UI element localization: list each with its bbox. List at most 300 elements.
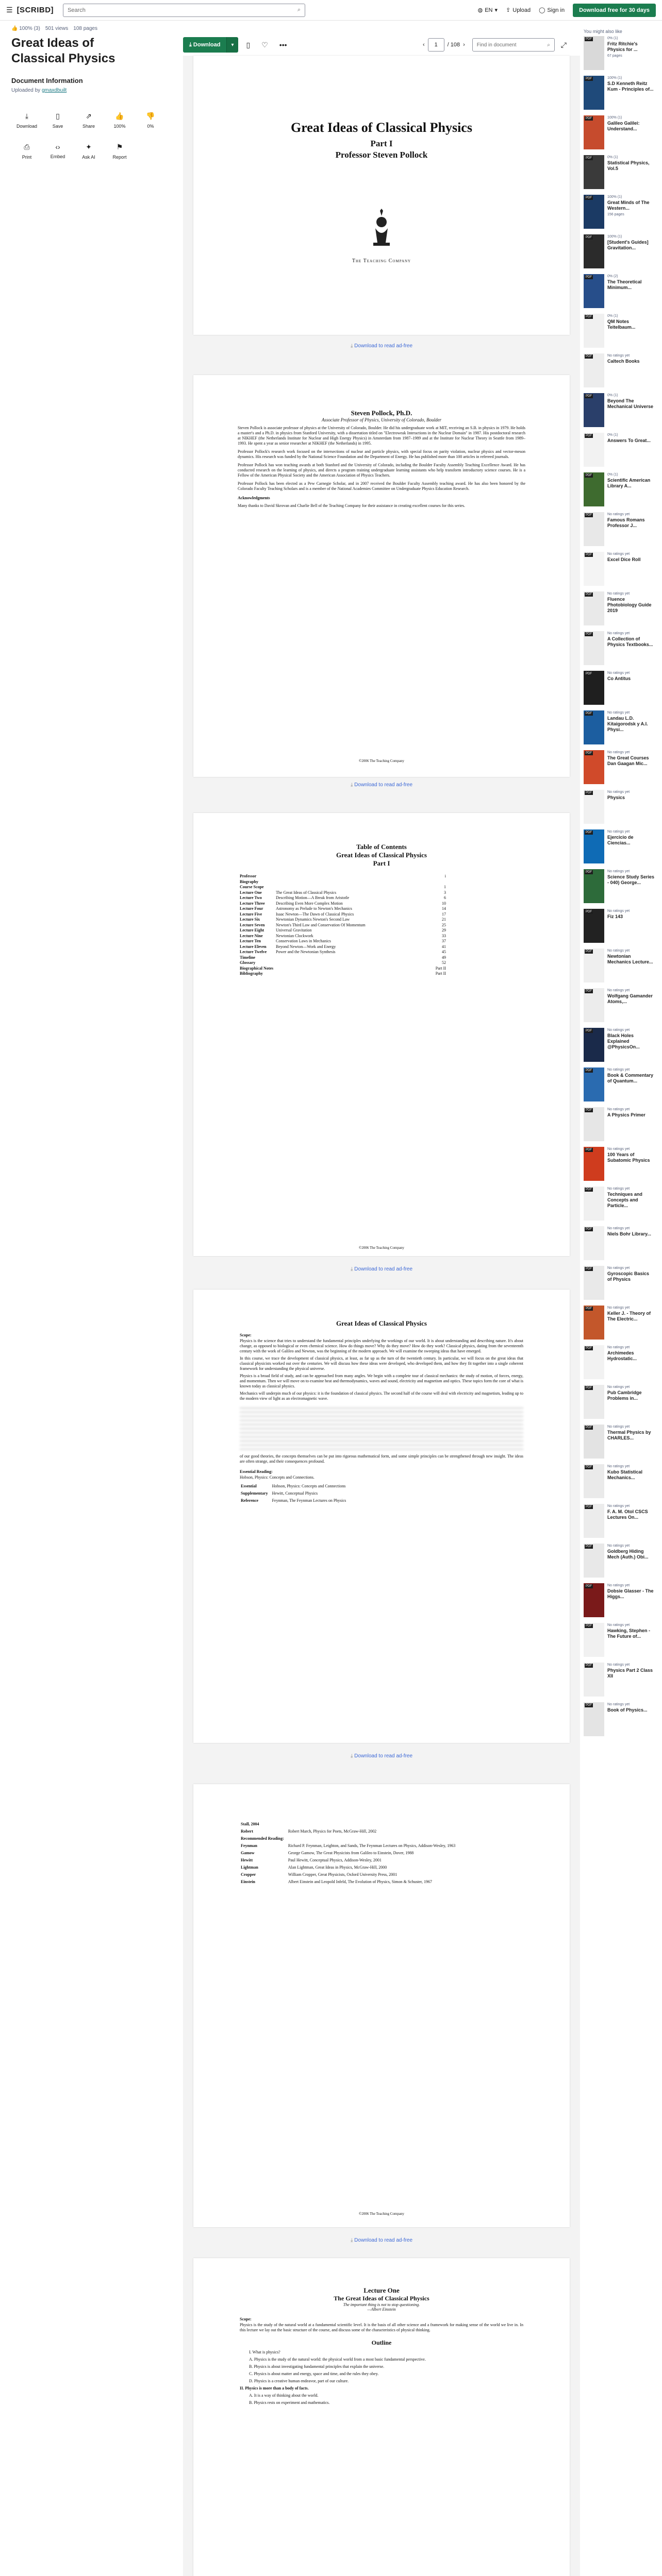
reading-key: Einstein	[241, 1879, 256, 1884]
toc-entry-title: Power and the Newtonian Synthesis	[276, 950, 336, 954]
recommendation-title[interactable]: 100 Years of Subatomic Physics	[607, 1152, 650, 1163]
recommendation-title[interactable]: Statistical Physics, Vol.5	[607, 160, 650, 171]
toc-table	[240, 874, 446, 977]
recommendation-card[interactable]	[584, 1385, 656, 1422]
recommendation-title[interactable]: Archimedes Hydrostatic...	[607, 1350, 637, 1361]
recommendation-rating: No ratings yet	[607, 1227, 630, 1230]
book-thumbnail[interactable]	[584, 1544, 604, 1578]
recommendation-info	[607, 750, 655, 788]
recommendation-title[interactable]: Fluence Photobiology Guide 2019	[607, 597, 652, 613]
views-count: 501 views	[45, 26, 69, 31]
pdf-badge-icon: PDF	[586, 672, 592, 675]
recommendations-heading: You might also like	[584, 29, 622, 34]
recommendation-title[interactable]: A Collection of Physics Textbooks...	[607, 636, 653, 647]
download-free-cta-button[interactable]: Download free for 30 days	[573, 4, 656, 17]
recommendation-card[interactable]	[584, 1187, 656, 1224]
pdf-badge-icon: PDF	[586, 752, 592, 755]
book-thumbnail[interactable]	[584, 671, 604, 705]
thumbs-up-icon: 👍	[11, 26, 20, 31]
toc-row	[240, 917, 446, 923]
recommendation-info	[607, 234, 655, 272]
book-thumbnail[interactable]	[584, 1583, 604, 1617]
toc-page-number: 45	[442, 950, 446, 954]
page-number-input[interactable]: 1	[428, 38, 444, 52]
recommendation-title[interactable]: Co Antitus	[607, 676, 631, 681]
book-thumbnail[interactable]	[584, 1266, 604, 1300]
recommendation-card[interactable]	[584, 1107, 656, 1145]
recommendation-title[interactable]: Thermal Physics by CHARLES...	[607, 1430, 651, 1440]
reading-citation: Robert March, Physics for Poets, McGraw-Hill, 2002	[288, 1829, 377, 1834]
book-thumbnail[interactable]	[584, 909, 604, 943]
recommendation-info	[607, 1425, 655, 1462]
recommendation-title[interactable]: Keller J. - Theory of The Electric...	[607, 1311, 651, 1321]
bio-subtitle: Associate Professor of Physics, University of Colorado, Boulder	[322, 417, 441, 422]
recommendation-card[interactable]	[584, 195, 656, 232]
recommendation-card[interactable]	[584, 671, 656, 708]
book-thumbnail[interactable]	[584, 750, 604, 784]
reading-key: Cropper	[241, 1872, 256, 1877]
recommendation-title[interactable]: Kubo Statistical Mechanics...	[607, 1469, 643, 1480]
book-thumbnail[interactable]	[584, 234, 604, 268]
book-thumbnail[interactable]	[584, 314, 604, 348]
reading-citation: Alan Lightman, Great Ideas in Physics, McGraw-Hill, 2000	[288, 1865, 387, 1870]
toc-entry-title: The Great Ideas of Classical Physics	[276, 890, 337, 895]
recommendation-card[interactable]	[584, 155, 656, 193]
more-options-icon[interactable]: •••	[279, 41, 287, 49]
blurred-preview-region[interactable]	[240, 1404, 523, 1451]
recommendation-card[interactable]	[584, 1306, 656, 1343]
download-button[interactable]	[183, 37, 226, 53]
recommendation-card[interactable]	[584, 314, 656, 351]
book-thumbnail[interactable]	[584, 591, 604, 625]
pdf-badge-icon: PDF	[586, 434, 592, 437]
previous-page-icon[interactable]: ‹	[422, 42, 425, 48]
download-options-chevron-icon[interactable]: ▾	[226, 37, 238, 53]
recommendation-rating: No ratings yet	[607, 1385, 630, 1389]
recommendation-title[interactable]: S.D Kenneth Reitz Kum - Principles of...	[607, 81, 654, 92]
recommendation-title[interactable]: Great Minds of The Western...	[607, 200, 650, 211]
reading-citation: Hobson, Physics: Concepts and Connections	[272, 1484, 346, 1488]
toc-entry-label: Lecture Eight	[240, 928, 264, 933]
recommendation-title[interactable]: Gyroscopic Basics of Physics	[607, 1271, 650, 1282]
toc-entry-title: Newtonian Clockwork	[276, 933, 313, 938]
toc-entry-label: Timeline	[240, 955, 256, 960]
toc-entry-title: Describing Motion—A Break from Aristotle	[276, 895, 350, 900]
download-action-button[interactable]	[11, 105, 42, 135]
recommendation-title[interactable]: Pub Cambridge Problems in...	[607, 1390, 642, 1401]
recommendation-card[interactable]	[584, 472, 656, 510]
book-thumbnail[interactable]	[584, 115, 604, 149]
toc-entry-label: Lecture One	[240, 890, 262, 895]
pdf-badge-icon: PDF	[586, 1228, 592, 1231]
book-thumbnail[interactable]	[584, 274, 604, 308]
recommendation-card[interactable]	[584, 1464, 656, 1502]
book-thumbnail[interactable]	[584, 1702, 604, 1736]
download-ad-free-link[interactable]: ⤓ Download to read ad-free	[193, 343, 570, 349]
reading-key: Feynman	[241, 1843, 257, 1848]
pdf-badge-icon: PDF	[586, 236, 592, 239]
pdf-badge-icon: PDF	[586, 1386, 592, 1389]
recommendation-title[interactable]: Fiz 143	[607, 914, 623, 919]
recommendation-card[interactable]	[584, 433, 656, 470]
recommendation-title[interactable]: Book & Commentary of Quantum...	[607, 1073, 654, 1083]
book-thumbnail[interactable]	[584, 1464, 604, 1498]
book-thumbnail[interactable]	[584, 552, 604, 586]
reading-key: Gamow	[241, 1851, 255, 1855]
pdf-badge-icon: PDF	[586, 1347, 592, 1350]
reading-row	[241, 1843, 458, 1849]
recommendation-card[interactable]	[584, 76, 656, 113]
download-icon: ⤓	[25, 111, 29, 120]
globe-icon: ◍	[477, 7, 483, 13]
recommendation-title[interactable]: Goldberg Hiding Mech (Auth.) Obi...	[607, 1549, 649, 1560]
book-thumbnail[interactable]	[584, 988, 604, 1022]
recommendation-card[interactable]	[584, 552, 656, 589]
recommendation-title[interactable]: Physics Part 2 Class XII	[607, 1668, 653, 1679]
scope-paragraph: of our good theories, the concepts themselves can be put into rigorous mathematical form, and some simple principles can be strengthened through new insight. The ideas are often strange, and their consequences profound.	[240, 1454, 523, 1464]
book-thumbnail[interactable]	[584, 1028, 604, 1062]
toc-page-number: 37	[442, 939, 446, 943]
pdf-badge-icon: PDF	[586, 38, 592, 41]
recommendation-card[interactable]	[584, 829, 656, 867]
uploader-link[interactable]: gmaxdbuilt	[41, 88, 67, 93]
recommendation-title[interactable]: Newtonian Mechanics Lecture...	[607, 954, 653, 964]
recommendation-title[interactable]: Wolfgang Gamander Atoms,...	[607, 993, 653, 1004]
recommendation-card[interactable]	[584, 1028, 656, 1065]
recommendation-title[interactable]: Ejercicio de Ciencias...	[607, 835, 634, 845]
recommendation-card[interactable]	[584, 1067, 656, 1105]
recommendation-card[interactable]	[584, 353, 656, 391]
download-ad-free-link[interactable]: ⤓ Download to read ad-free	[193, 1753, 570, 1759]
book-thumbnail[interactable]	[584, 869, 604, 903]
pdf-badge-icon: PDF	[586, 514, 592, 517]
print-action-button[interactable]	[11, 135, 42, 166]
recommendation-card[interactable]	[584, 115, 656, 153]
recommendation-title[interactable]: Landau L.D. Kitaigorodsk y A.I. Physi...	[607, 716, 648, 732]
recommendation-title[interactable]: Book of Physics...	[607, 1707, 648, 1713]
pdf-badge-icon: PDF	[586, 1466, 592, 1469]
reading-key: Recommended Reading:	[241, 1836, 284, 1841]
book-thumbnail[interactable]	[584, 1504, 604, 1538]
book-thumbnail[interactable]	[584, 155, 604, 189]
recommendation-title[interactable]: Dobsie Glasser - The Higgs...	[607, 1588, 654, 1599]
reading-citation: George Gamow, The Great Physicists from Galileo to Einstein, Dover, 1988	[288, 1851, 414, 1855]
recommendation-title[interactable]: [Student's Guides] Gravitation...	[607, 240, 649, 250]
recommendation-card[interactable]	[584, 274, 656, 312]
toc-page-number: 33	[442, 933, 446, 938]
recommendation-card[interactable]	[584, 1226, 656, 1264]
toc-entry-title: Describing Even More Complex Motion	[276, 901, 343, 906]
book-thumbnail[interactable]	[584, 1663, 604, 1697]
recommendation-info	[607, 1623, 655, 1660]
recommendation-card[interactable]	[584, 631, 656, 669]
recommendation-card[interactable]	[584, 1425, 656, 1462]
toc-entry-label: Lecture Eleven	[240, 944, 267, 949]
recommendation-rating: No ratings yet	[607, 1584, 630, 1587]
pdf-badge-icon: PDF	[586, 157, 592, 160]
recommendation-title[interactable]: Answers To Great...	[607, 438, 651, 443]
recommendation-title[interactable]: Caltech Books	[607, 359, 640, 364]
book-thumbnail[interactable]	[584, 1623, 604, 1657]
recommendation-card[interactable]	[584, 988, 656, 1026]
toc-row	[240, 928, 446, 934]
uploaded-by-label: Uploaded by	[11, 88, 41, 93]
toc-entry-label: Lecture Twelve	[240, 950, 267, 954]
ask-ai-action-button[interactable]	[73, 135, 104, 166]
recommendation-title[interactable]: Galileo Galilei: Understand...	[607, 121, 640, 131]
book-thumbnail[interactable]	[584, 1385, 604, 1419]
bio-paragraph: Professor Pollock has won teaching awards at both Stanford and the University of Colorado, including the Boulder Faculty Assembly Teaching Excellence Award. He has conducted research on the learning of physics, and directs a program training undergraduate learning assistants who help transform introductory science courses. He is a Fellow of the American Physical Society and the American Association of Physics Teachers.	[238, 463, 525, 478]
pdf-badge-icon: PDF	[586, 1545, 592, 1548]
recommendation-rating: No ratings yet	[607, 1425, 630, 1429]
toc-entry-label: Lecture Ten	[240, 939, 261, 943]
pdf-badge-icon: PDF	[586, 1426, 592, 1429]
reading-row	[241, 1821, 458, 1827]
toc-row	[240, 960, 446, 966]
pdf-badge-icon: PDF	[586, 1267, 592, 1270]
recommendation-title[interactable]: The Great Courses Dan Gaagan Mic...	[607, 755, 649, 766]
download-ad-free-link[interactable]: ⤓ Download to read ad-free	[193, 2238, 570, 2243]
recommendation-card[interactable]	[584, 393, 656, 431]
book-thumbnail[interactable]	[584, 631, 604, 665]
recommendation-card[interactable]	[584, 1544, 656, 1581]
toc-subtitle: Great Ideas of Classical Physics	[336, 851, 427, 859]
reading-citation	[288, 1836, 458, 1842]
recommendation-info	[607, 195, 655, 232]
recommendation-rating: No ratings yet	[607, 1703, 630, 1706]
recommendation-rating: No ratings yet	[607, 1306, 630, 1310]
recommendation-rating: No ratings yet	[607, 830, 630, 834]
reading-key: Lightman	[241, 1865, 258, 1870]
toc-entry-label: Bibliography	[240, 971, 263, 976]
upload-button[interactable]	[506, 7, 531, 13]
recommendation-card[interactable]	[584, 750, 656, 788]
language-label: EN	[485, 7, 493, 13]
reading-row	[241, 1879, 458, 1885]
recommendation-title[interactable]: Niels Bohr Library...	[607, 1231, 651, 1236]
book-thumbnail[interactable]	[584, 948, 604, 982]
save-action-button[interactable]	[42, 105, 73, 135]
recommendation-title[interactable]: Excel Dice Roll	[607, 557, 641, 562]
action-label: 100%	[113, 123, 126, 129]
recommendation-info	[607, 1147, 655, 1184]
download-ad-free-link[interactable]: ⤓ Download to read ad-free	[193, 782, 570, 788]
toc-entry-label: Biographical Notes	[240, 965, 274, 971]
toc-row	[240, 939, 446, 944]
recommendation-rating: No ratings yet	[607, 1544, 630, 1548]
epigraph-quote: The important thing is not to stop questioning.	[343, 2302, 420, 2307]
lecture-subtitle: The Great Ideas of Classical Physics	[334, 2295, 429, 2302]
teaching-company-logo-icon	[366, 207, 397, 253]
recommendation-title[interactable]: F. A. M. Otol CSCS Lectures On...	[607, 1509, 648, 1520]
book-thumbnail[interactable]	[584, 433, 604, 467]
document-actions	[11, 105, 166, 166]
toc-page-number: 25	[442, 922, 446, 927]
scribd-logo[interactable]: [SCRIBD]	[16, 6, 54, 14]
print-icon: ⎙	[24, 142, 30, 151]
toc-part: Part I	[373, 859, 390, 867]
book-thumbnail[interactable]	[584, 1187, 604, 1221]
report-action-button[interactable]	[104, 135, 135, 166]
recommendation-card[interactable]	[584, 234, 656, 272]
recommendation-title[interactable]: Hawking, Stephen - The Future of...	[607, 1628, 651, 1639]
toc-page-number: 10	[442, 901, 446, 906]
document-reader[interactable]	[183, 56, 580, 2576]
recommendation-card[interactable]	[584, 909, 656, 946]
toc-entry-title	[276, 960, 425, 966]
reading-key: Hewitt	[241, 1858, 253, 1862]
pdf-badge-icon: PDF	[586, 1148, 592, 1151]
sign-in-button[interactable]	[539, 7, 565, 13]
recommendation-card[interactable]	[584, 512, 656, 550]
recommendation-title[interactable]: Black Holes Explained @PhysicsOn...	[607, 1033, 640, 1049]
book-thumbnail[interactable]	[584, 36, 604, 70]
recommendation-title[interactable]: A Physics Primer	[607, 1112, 646, 1117]
book-thumbnail[interactable]	[584, 76, 604, 110]
book-thumbnail[interactable]	[584, 393, 604, 427]
toc-row	[240, 923, 446, 928]
reading-citation: Albert Einstein and Leopold Infeld, The Evolution of Physics, Simon & Schuster, 1967	[288, 1879, 433, 1884]
recommendation-card[interactable]	[584, 591, 656, 629]
recommendation-card[interactable]	[584, 948, 656, 986]
book-thumbnail[interactable]	[584, 790, 604, 824]
recommendation-card[interactable]	[584, 1504, 656, 1541]
search-icon[interactable]: ⌕	[297, 7, 301, 13]
recommendation-info	[607, 76, 655, 113]
recommendation-card[interactable]	[584, 710, 656, 748]
outline-heading: Outline	[371, 2339, 392, 2346]
page-table-of-contents	[193, 813, 570, 1272]
action-label: Print	[22, 154, 32, 160]
recommendation-info	[607, 1306, 655, 1343]
book-thumbnail[interactable]	[584, 1425, 604, 1459]
recommendation-title[interactable]: Scientific American Library A...	[607, 478, 651, 488]
book-thumbnail[interactable]	[584, 195, 604, 229]
reading-row	[241, 1498, 349, 1504]
recommendation-card[interactable]	[584, 1147, 656, 1184]
recommendation-info	[607, 115, 655, 153]
recommendation-info	[607, 671, 655, 708]
book-thumbnail[interactable]	[584, 1345, 604, 1379]
recommendation-card[interactable]	[584, 1266, 656, 1303]
recommendation-title[interactable]: Science Study Series - 040) George...	[607, 874, 655, 885]
recommendation-card[interactable]	[584, 869, 656, 907]
thumbs-up-icon[interactable]: ♡	[261, 40, 268, 49]
recommendation-title[interactable]: Techniques and Concepts and Particle...	[607, 1192, 642, 1208]
book-thumbnail[interactable]	[584, 1107, 604, 1141]
lecture-heading: Lecture One	[363, 2286, 400, 2294]
100--action-button[interactable]	[104, 105, 135, 135]
download-ad-free-link[interactable]: ⤓ Download to read ad-free	[193, 1266, 570, 1272]
recommendation-rating: 0% (1)	[607, 156, 618, 159]
recommendation-card[interactable]	[584, 1345, 656, 1383]
book-thumbnail[interactable]	[584, 472, 604, 506]
recommendation-rating: No ratings yet	[607, 1346, 630, 1349]
flag-icon: ⚑	[116, 142, 123, 151]
share-action-button[interactable]	[73, 105, 104, 135]
recommendation-card[interactable]	[584, 1583, 656, 1621]
page-total: / 108	[447, 42, 460, 48]
reading-row	[241, 1857, 458, 1863]
reading-row	[241, 1828, 458, 1835]
toc-row	[240, 966, 446, 972]
recommendation-info	[607, 988, 655, 1026]
recommendation-info	[607, 393, 655, 431]
recommendation-rating: No ratings yet	[607, 790, 630, 794]
menu-icon[interactable]: ☰	[6, 6, 13, 14]
bookmark-icon[interactable]: ▯	[246, 40, 251, 49]
find-in-document-input[interactable]	[472, 38, 555, 52]
recommendation-card[interactable]	[584, 1663, 656, 1700]
book-thumbnail[interactable]	[584, 353, 604, 387]
next-page-icon[interactable]: ›	[463, 42, 465, 48]
recommendation-card[interactable]	[584, 36, 656, 74]
recommendation-rating: No ratings yet	[607, 711, 630, 715]
recommendation-info	[607, 472, 655, 510]
recommendation-title[interactable]: Physics	[607, 795, 625, 800]
recommendation-title[interactable]: Fritz Ritchie's Physics for ...	[607, 41, 638, 52]
0--action-button[interactable]	[135, 105, 166, 135]
page-reading-list	[193, 1784, 570, 2243]
acknowledgments-text: Many thanks to David Skrovan and Charlie Bell of the Teaching Company for their assistance in creating excellent courses for this series.	[238, 503, 465, 508]
bio-paragraph: Steven Pollock is associate professor of physics at the University of Colorado, Boulder. He did his undergraduate work at MIT, receiving an S.B. in physics in 1979. He holds a master's and a Ph.D. in physics from Stanford University, with a dissertation titled on "Electroweak Interactions in the Nuclear Domain" in 1987. His postdoctoral research at NIKHEF (the Netherlands Institute for Nuclear and High Energy Physics) in Amsterdam from 1987–1989 and at the Institute for Nuclear Theory in Seattle from 1989–1993. He spent a year as senior researcher at NIKHEF (the Netherlands) in 1995.	[238, 426, 525, 446]
pdf-badge-icon: PDF	[586, 1069, 592, 1072]
recommendation-title[interactable]: Famous Romans Professor J...	[607, 517, 645, 528]
book-thumbnail[interactable]	[584, 710, 604, 744]
book-thumbnail[interactable]	[584, 1226, 604, 1260]
toc-entry-title: Conservation Laws in Mechanics	[276, 939, 331, 943]
embed-action-button[interactable]	[42, 135, 73, 166]
recommendation-rating: No ratings yet	[607, 1266, 630, 1270]
pdf-badge-icon: PDF	[586, 791, 592, 794]
book-thumbnail[interactable]	[584, 1306, 604, 1340]
book-thumbnail[interactable]	[584, 512, 604, 546]
recommendation-title[interactable]: The Theoretical Minimum...	[607, 279, 642, 290]
toc-entry-label: Course Scope	[240, 885, 264, 889]
essential-reading-heading: Essential Reading:	[240, 1469, 273, 1474]
toc-entry-label: Lecture Six	[240, 917, 260, 922]
download-split-button	[183, 37, 238, 53]
bookmark-icon: ▯	[56, 111, 60, 120]
recommendation-title[interactable]: Beyond The Mechanical Universe	[607, 398, 654, 409]
recommendation-card[interactable]	[584, 1623, 656, 1660]
toc-entry-title: Isaac Newton—The Dawn of Classical Physics	[276, 911, 354, 917]
recommendation-title[interactable]: QM Notes Teitelbaum...	[607, 319, 636, 330]
toc-entry-title	[276, 885, 425, 890]
scope-heading: Scope:	[240, 1333, 252, 1337]
recommendation-rating: 100% (1)	[607, 235, 622, 239]
scope-paragraph: Physics is a broad field of study, and can be approached from many angles. We begin with a complete tour of classical mechanics: the study of motion, of forces, energy, and momentum. Then we will move on to examine heat and thermodynamics, waves and sound, electricity and magnetism and optics. These topics form the core of what is known today as classical physics.	[240, 1374, 524, 1388]
top-bar	[0, 0, 662, 21]
embed-icon: ‹›	[55, 143, 60, 151]
toc-row	[240, 874, 446, 885]
document-information-heading[interactable]: Document Information	[11, 77, 83, 84]
language-selector[interactable]	[478, 7, 498, 13]
fullscreen-icon[interactable]: ⤢	[560, 40, 567, 49]
action-label: Ask AI	[82, 154, 95, 160]
search-input[interactable]	[63, 4, 305, 17]
reading-citation: Hewitt, Conceptual Physics	[272, 1491, 318, 1496]
book-thumbnail[interactable]	[584, 1147, 604, 1181]
document-toolbar	[183, 37, 570, 53]
recommendation-info	[607, 1226, 655, 1264]
bio-name: Steven Pollock, Ph.D.	[351, 409, 412, 417]
toc-page-number: 6	[444, 895, 446, 900]
book-thumbnail[interactable]	[584, 1067, 604, 1101]
recommendation-card[interactable]	[584, 1702, 656, 1740]
recommendation-card[interactable]	[584, 790, 656, 827]
book-thumbnail[interactable]	[584, 829, 604, 863]
